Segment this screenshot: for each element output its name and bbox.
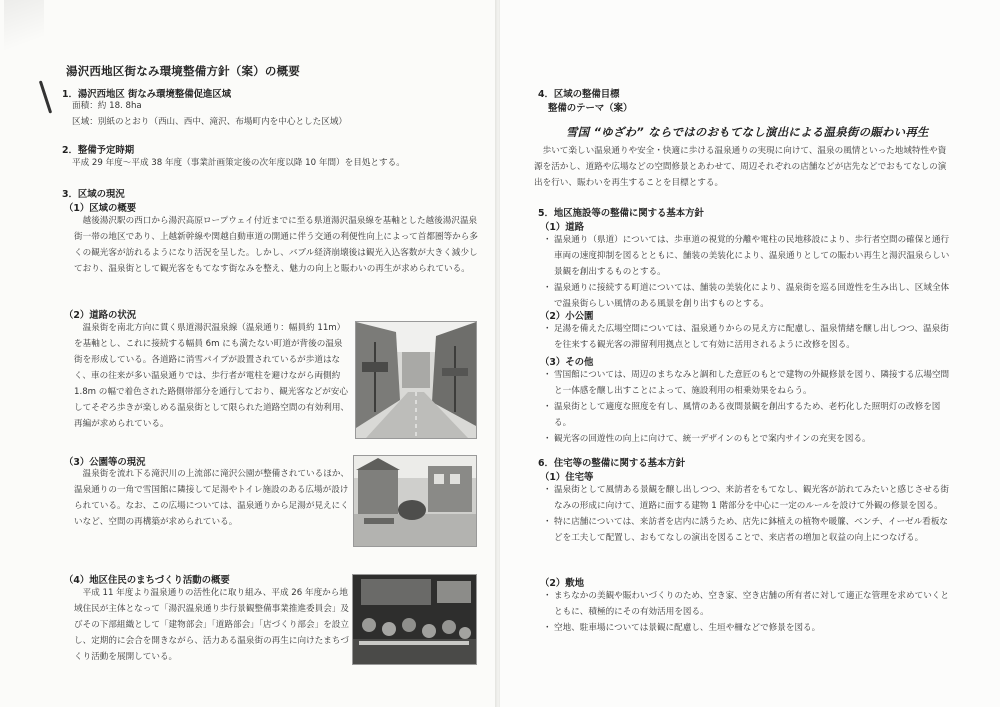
subsection-5-1-heading: （1）道路: [540, 222, 585, 233]
list-item: ・ 温泉街として適度な照度を有し、風情のある夜間景観を創出するため、老朽化した照明灯の改修を図る。: [544, 399, 956, 431]
list-item: ・ 特に店舗については、来訪者を店内に誘うため、店先に鉢植えの植物や暖簾、ベンチ、イーゼル看板などを工夫して配置し、おもてなしの演出を図ることで、来店者の増加と収益の向上につなげる。: [544, 514, 956, 546]
section-5-heading: 5．地区施設等の整備に関する基本方針: [538, 208, 704, 219]
list-item: ・ 観光客の回遊性の向上に向けて、統一デザインのもとで案内サインの充実を図る。: [544, 431, 956, 447]
theme-label: 整備のテーマ（案）: [548, 103, 633, 114]
subsection-3-1-heading: （1）区域の概要: [64, 203, 137, 214]
housing-policy-list: [544, 482, 956, 546]
schedule-text: 平成 29 年度～平成 38 年度（事業計画策定後の次年度以降 10 年間）を目処とする。: [72, 158, 405, 168]
subsection-3-4-heading: （4）地区住民のまちづくり活動の概要: [64, 575, 230, 586]
subsection-3-2-heading: （2）道路の状況: [64, 310, 137, 321]
subsection-3-3-heading: （3）公園等の現況: [64, 457, 146, 468]
theme-text: 雪国 “ゆざわ” ならではのおもてなし演出による温泉街の賑わい再生: [566, 125, 929, 139]
section-1-heading: 1．湯沢西地区 街なみ環境整備促進区域: [62, 89, 232, 100]
list-item: ・ 空地、駐車場については景観に配慮し、生垣や柵などで修景を図る。: [544, 620, 956, 636]
list-item: ・ 温泉通り（県道）については、歩車道の視覚的分離や電柱の民地移設により、歩行者空間の確保と通行車両の速度抑制を図るとともに、舗装の美装化により、温泉通りとしての賑わい再生と湯沢温泉らしい景観を創出するものとする。: [544, 232, 956, 280]
road-status-text: 温泉街を南北方向に貫く県道湯沢温泉線（温泉通り：幅員約 11m）を基軸とし、これに接続する幅員 6m にも満たない町道が背後の温泉街を形成している。各道路に消雪パイプが設置されているが歩道はなく、車の往来が多い温泉通りでは、歩行者が電柱を避けながら両側約 1.8m の幅で着色された路側帯部分を通行しており、観光客などが安心してそぞろ歩きが楽しめる温泉街として限られた道路空間の有効利用、再編が求められている。: [74, 323, 350, 429]
list-item: ・ 温泉通りに接続する町道については、舗装の美装化により、温泉街を巡る回遊性を生み出し、区域全体で温泉街らしい風情のある風景を創り出すものとする。: [544, 280, 956, 312]
paper-scuff: [4, 0, 44, 60]
road-policy-list: [544, 232, 956, 312]
section-2-heading: 2．整備予定時期: [62, 145, 135, 156]
list-item: ・ 雪国館については、周辺のまちなみと調和した意匠のもとで建物の外観修景を図り、隣接する広場空間と一体感を醸し出すことによって、施設利用の相乗効果をねらう。: [544, 367, 956, 399]
list-item: ・ まちなかの美観や賑わいづくりのため、空き家、空き店舗の所有者に対して適正な管理を求めていくとともに、積極的にその有効活用を図る。: [544, 588, 956, 620]
site-policy-list: [544, 588, 956, 636]
park-policy-list: [544, 321, 956, 353]
subsection-5-3-heading: （3）その他: [540, 357, 594, 368]
pen-mark: [39, 80, 52, 113]
list-item: ・ 温泉街として風情ある景観を醸し出しつつ、来訪者をもてなし、観光客が訪れてみたいと感じさせる街なみの形成に向けて、道路に面する建物 1 階部分を中心に一定のルールを設けて外観の修景を図る。: [544, 482, 956, 514]
area-text: 面積：約 18. 8ha: [72, 101, 142, 111]
area-overview-text: 越後湯沢駅の西口から湯沢高原ロープウェイ付近までに至る県道湯沢温泉線を基軸とした越後湯沢温泉街一帯の地区であり、上越新幹線や関越自動車道の開通に伴う交通の利便性向上によって首都圏等から多くの観光客が訪れるようになり活況を呈した。しかし、バブル経済崩壊後は観光入込客数が大きく減少しており、温泉街として観光客をもてなす街なみを整え、魅力の向上と賑わいの再生が求められている。: [74, 216, 478, 274]
subsection-5-2-heading: （2）小公園: [540, 311, 594, 322]
section-6-heading: 6．住宅等の整備に関する基本方針: [538, 458, 686, 469]
zone-text: 区域：別紙のとおり（西山、西中、滝沢、布場町内を中心とした区域）: [72, 117, 348, 127]
left-page: [0, 0, 496, 707]
subsection-6-2-heading: （2）敷地: [540, 578, 585, 589]
subsection-6-1-heading: （1）住宅等: [540, 472, 594, 483]
street-photo: [355, 321, 477, 439]
plaza-photo: [353, 455, 477, 547]
park-status-text: 温泉街を流れ下る滝沢川の上流部に滝沢公園が整備されているほか、温泉通りの一角で雪国館に隣接して足湯やトイレ施設のある広場が設けられている。なお、この広場については、温泉通りから足湯が見えにくいなど、空間の再構築が求められている。: [74, 469, 350, 527]
right-page: [500, 0, 1000, 707]
document-title: 湯沢西地区街なみ環境整備方針（案）の概要: [66, 64, 300, 78]
section-3-heading: 3．区域の現況: [62, 189, 125, 200]
list-item: ・ 足湯を備えた広場空間については、温泉通りからの見え方に配慮し、温泉情緒を醸し出しつつ、温泉街を往来する観光客の滞留利用拠点として有効に活用されるように改修を図る。: [544, 321, 956, 353]
goal-text: 歩いて楽しい温泉通りや安全・快適に歩ける温泉通りの実現に向けて、温泉の風情といった地域特性や資源を活かし、道路や広場などの空間修景とあわせて、周辺それぞれの店舗などが店先などでおもてなしの演出を行い、賑わいを再生することを目標とする。: [534, 146, 947, 188]
other-policy-list: [544, 367, 956, 447]
community-activity-text: 平成 11 年度より温泉通りの活性化に取り組み、平成 26 年度から地域住民が主体となって「湯沢温泉通り歩行景観整備事業推進委員会」及びその下部組織として「建物部会」「道路部会」「店づくり部会」を設立し、定期的に会合を開きながら、活力ある温泉街の再生に向けたまちづくり活動を展開している。: [74, 588, 350, 662]
section-4-heading: 4．区域の整備目標: [538, 89, 620, 100]
meeting-photo: [352, 574, 477, 665]
